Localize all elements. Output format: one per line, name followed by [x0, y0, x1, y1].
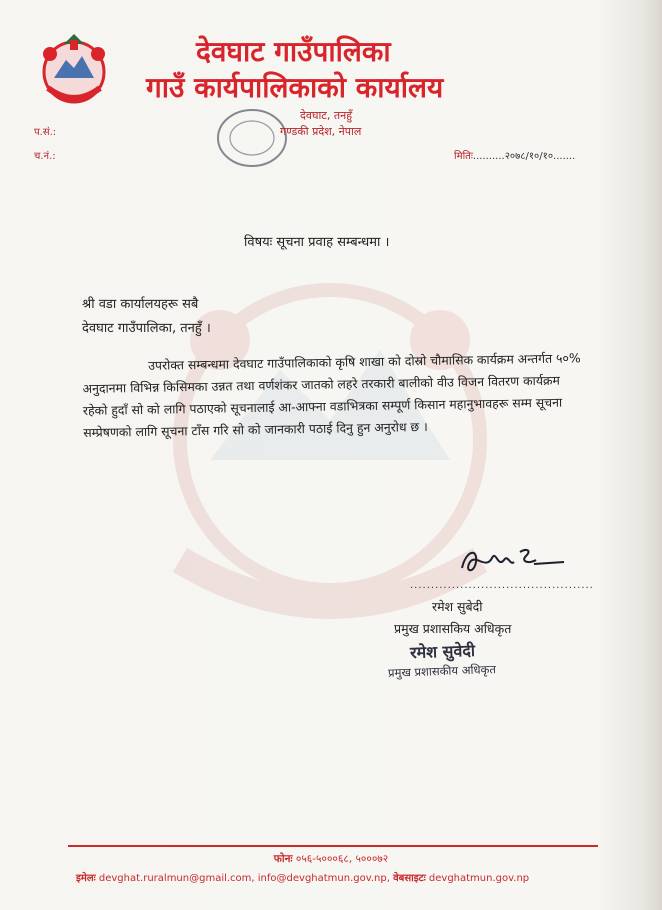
dispatch-number-label: च.नं.:: [34, 151, 56, 162]
phone-value: ०५६-५०००६८, ५०००७२: [295, 853, 389, 865]
website-label: वेबसाइटः: [393, 873, 426, 884]
letter-body: [82, 347, 583, 444]
phone-label: फोनः: [273, 853, 293, 865]
letter-number-label: प.सं.:: [34, 127, 57, 138]
signatory-stamp-title: प्रमुख प्रशासकीय अधिकृत: [387, 662, 497, 680]
footer-contact: [76, 870, 529, 884]
handwritten-signature: [456, 540, 566, 580]
addressee-line1: श्री वडा कार्यालयहरू सबै: [82, 297, 199, 312]
office-address-line1: देवघाट, तनहुँ: [300, 109, 353, 122]
signature-line: ............................................: [410, 580, 594, 591]
email-value: devghat.ruralmun@gmail.com, info@devghatmun.gov.np,: [98, 873, 390, 884]
date-field: मितिः..........२०७८/१०/१०.......: [454, 151, 576, 162]
footer-phone: [0, 852, 662, 866]
date-label: मितिः: [454, 151, 473, 162]
office-address-line2: गण्डकी प्रदेश, नेपाल: [280, 125, 362, 138]
signatory-title: प्रमुख प्रशासकिय अधिकृत: [394, 621, 512, 636]
nepal-emblem-icon: [34, 30, 114, 110]
email-label: इमेलः: [76, 873, 96, 884]
signatory-name: रमेश सुबेदी: [432, 599, 483, 614]
body-paragraph: उपरोक्त सम्बन्धमा देवघाट गाउँपालिकाको कृषि शाखा को दोस्रो चौमासिक कार्यक्रम अन्तर्गत ५०% अनुदानमा विभिन्न किसिमका उन्नत तथा वर्णशंकर जातको लहरे तरकारी बालीको वीउ विजन वितरण कार्यक्रम रहेको हुदाँ सो को लागि पठाएको सूचनालाई आ-आफ्ना वडाभित्रका सम्पूर्ण किसान महानुभावहरू सम्म सूचना सम्प्रेषणको लागि सूचना टाँस गरि सो को जानकारी पठाई दिनु हुन अनुरोध छ ।: [82, 350, 581, 440]
footer-divider: [68, 845, 598, 847]
office-title-line1: देवघाट गाउँपालिका: [196, 35, 391, 68]
addressee-line2: देवघाट गाउँपालिका, तनहुँ ।: [82, 321, 211, 336]
letter-subject: विषयः सूचना प्रवाह सम्बन्धमा ।: [244, 235, 390, 250]
date-value: २०७८/१०/१०: [504, 151, 554, 162]
signatory-stamp-name: रमेश सुवेदी: [409, 640, 476, 663]
website-value: devghatmun.gov.np: [428, 873, 530, 884]
office-title-line2: गाउँ कार्यपालिकाको कार्यालय: [146, 71, 444, 104]
